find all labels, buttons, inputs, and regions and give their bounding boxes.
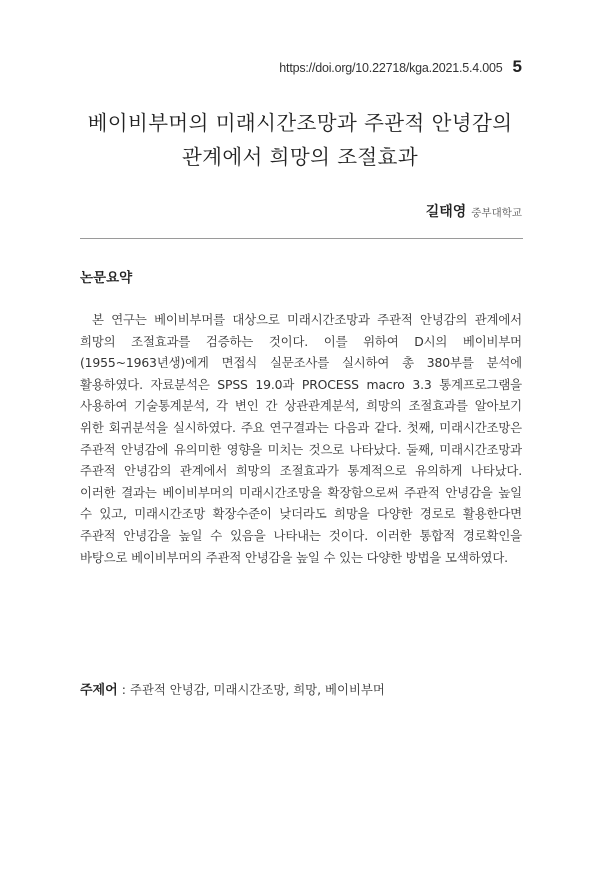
keywords-separator: : [121,682,126,697]
keywords-line [80,679,522,698]
author-block [426,201,522,221]
doi-link[interactable]: https://doi.org/10.22718/kga.2021.5.4.005 [279,61,503,75]
abstract-body: 본 연구는 베이비부머를 대상으로 미래시간조망과 주관적 안녕감의 관계에서 희망의 조절효과를 검증하는 것이다. 이를 위하여 D시의 베이비부머(1955~1963년생)에게 면접식 실문조사를 실시하여 총 380부를 분석에 활용하였다. 자료분석은 SPSS 19.0과 PROCESS macro 3.3 통계프로그램을 사용하여 기술통계분석, 각 변인 간 상관관계분석, 희망의 조절효과를 알아보기 위한 회귀분석을 실시하였다. 주요 연구결과는 다음과 같다. 첫째, 미래시간조망은 주관적 안녕감에 유의미한 영향을 미치는 것으로 나타났다. 둘째, 미래시간조망과 주관적 안녕감의 관계에서 희망의 조절효과가 통계적으로 유의하게 나타났다. 이러한 결과는 베이비부머의 미래시간조망을 확장함으로써 주관적 안녕감을 높일 수 있고, 미래시간조망 확장수준이 낮더라도 희망을 다양한 경로로 활용한다면 주관적 안녕감을 높일 수 있음을 나타내는 것이다. 이러한 통합적 경로확인을 바탕으로 베이비부머의 주관적 안녕감을 높일 수 있는 다양한 방법을 모색하였다. [80,312,522,565]
header-divider [80,238,523,239]
page-number: 5 [512,57,522,76]
keywords-label: 주제어 [80,683,118,698]
author-name: 길태영 [425,204,467,220]
author-affiliation: 중부대학교 [471,207,522,219]
paper-title-line-2: 관계에서 희망의 조절효과 [181,145,419,169]
keywords-text: 주관적 안녕감, 미래시간조망, 희망, 베이비부머 [129,682,385,697]
paper-title-line-1: 베이비부머의 미래시간조망과 주관적 안녕감의 [87,111,513,135]
running-header [279,57,522,77]
abstract-heading: 논문요약 [80,270,133,286]
paper-title [60,106,540,174]
